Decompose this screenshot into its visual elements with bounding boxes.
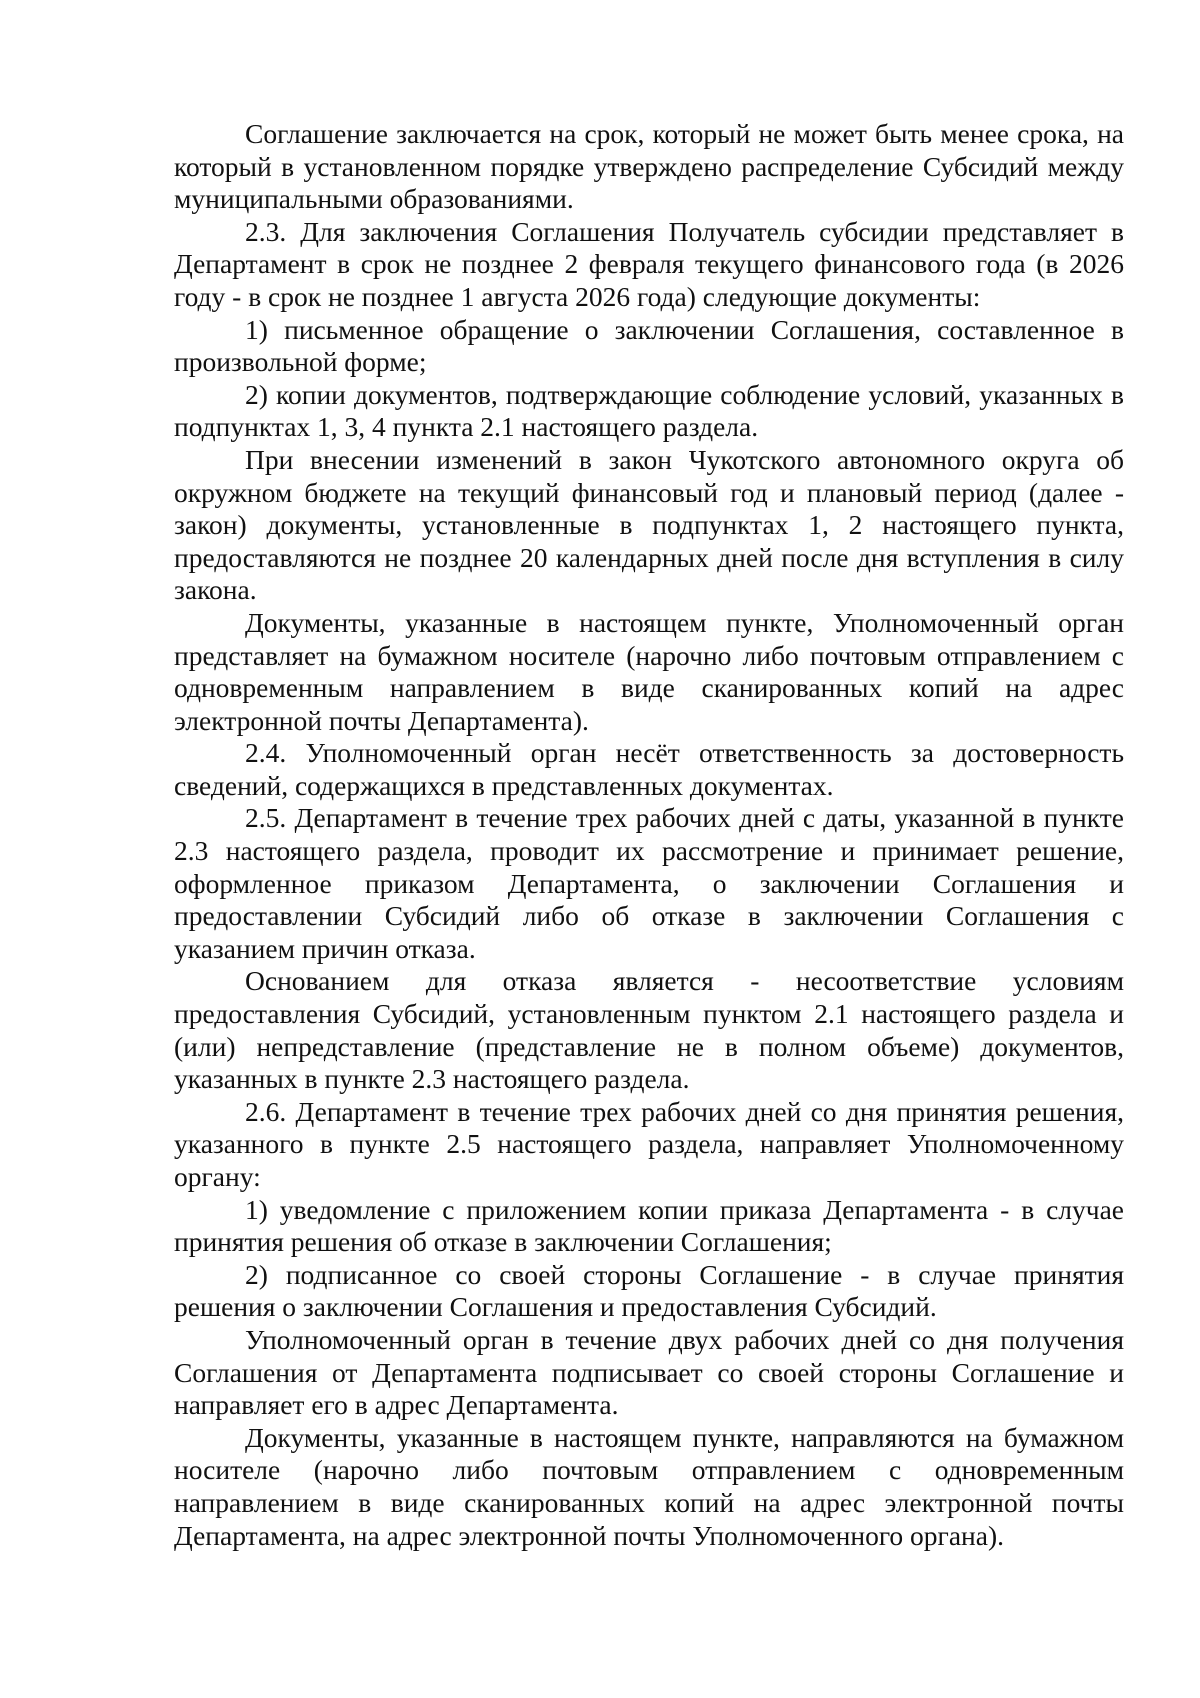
- paragraph-2-6-item-2: 2) подписанное со своей стороны Соглашение - в случае принятия решения о заключении Соглашения и предоставления Субсидий.: [174, 1258, 1124, 1323]
- paragraph-refusal-grounds: Основанием для отказа является - несоответствие условиям предоставления Субсидий, установленным пунктом 2.1 настоящего раздела и (или) непредставление (представление не в полном объеме) документов, указанных в пункте 2.3 настоящего раздела.: [174, 965, 1124, 1095]
- paragraph-documents-submission: Документы, указанные в настоящем пункте, Уполномоченный орган представляет на бумажном носителе (нарочно либо почтовым отправлением с одновременным направлением в виде сканированных копий на адрес электронной почты Департамента).: [174, 606, 1124, 736]
- paragraph-2-4: 2.4. Уполномоченный орган несёт ответственность за достоверность сведений, содержащихся в представленных документах.: [174, 737, 1124, 801]
- paragraph-2-3-item-2: 2) копии документов, подтверждающие соблюдение условий, указанных в подпунктах 1, 3, 4 пункта 2.1 настоящего раздела.: [174, 378, 1124, 443]
- paragraph-2-6: 2.6. Департамент в течение трех рабочих дней со дня принятия решения, указанного в пункте 2.5 настоящего раздела, направляет Уполномоченному органу:: [174, 1095, 1124, 1192]
- paragraph-2-6-item-1: 1) уведомление с приложением копии приказа Департамента - в случае принятия решения об отказе в заключении Соглашения;: [174, 1193, 1124, 1258]
- paragraph-law-amendments: При внесении изменений в закон Чукотского автономного округа об окружном бюджете на текущий финансовый год и плановый период (далее - закон) документы, установленные в подпунктах 1, 2 настоящего пункта, предоставляются не позднее 20 календарных дней после дня вступления в силу закона.: [174, 443, 1124, 606]
- paragraph-2-5: 2.5. Департамент в течение трех рабочих дней с даты, указанной в пункте 2.3 настоящего раздела, проводит их рассмотрение и принимает решение, оформленное приказом Департамента, о заключении Соглашения и предоставлении Субсидий либо об отказе в заключении Соглашения с указанием причин отказа.: [174, 802, 1124, 964]
- paragraph-signing: Уполномоченный орган в течение двух рабочих дней со дня получения Соглашения от Департамента подписывает со своей стороны Соглашение и направляет его в адрес Департамента.: [174, 1323, 1124, 1421]
- paragraph-2-3: 2.3. Для заключения Соглашения Получатель субсидии представляет в Департамент в срок не позднее 2 февраля текущего финансового года (в 2026 году - в срок не позднее 1 августа 2026 года) следующие документы:: [174, 215, 1124, 312]
- paragraph-2-3-item-1: 1) письменное обращение о заключении Соглашения, составленное в произвольной форме;: [174, 313, 1124, 378]
- document-page: [174, 118, 1124, 1552]
- paragraph-agreement-term: Соглашение заключается на срок, который не может быть менее срока, на который в установленном порядке утверждено распределение Субсидий между муниципальными образованиями.: [174, 118, 1124, 215]
- paragraph-documents-delivery: Документы, указанные в настоящем пункте, направляются на бумажном носителе (нарочно либо почтовым отправлением с одновременным направлением в виде сканированных копий на адрес электронной почты Департамента, на адрес электронной почты Уполномоченного органа).: [174, 1421, 1124, 1551]
